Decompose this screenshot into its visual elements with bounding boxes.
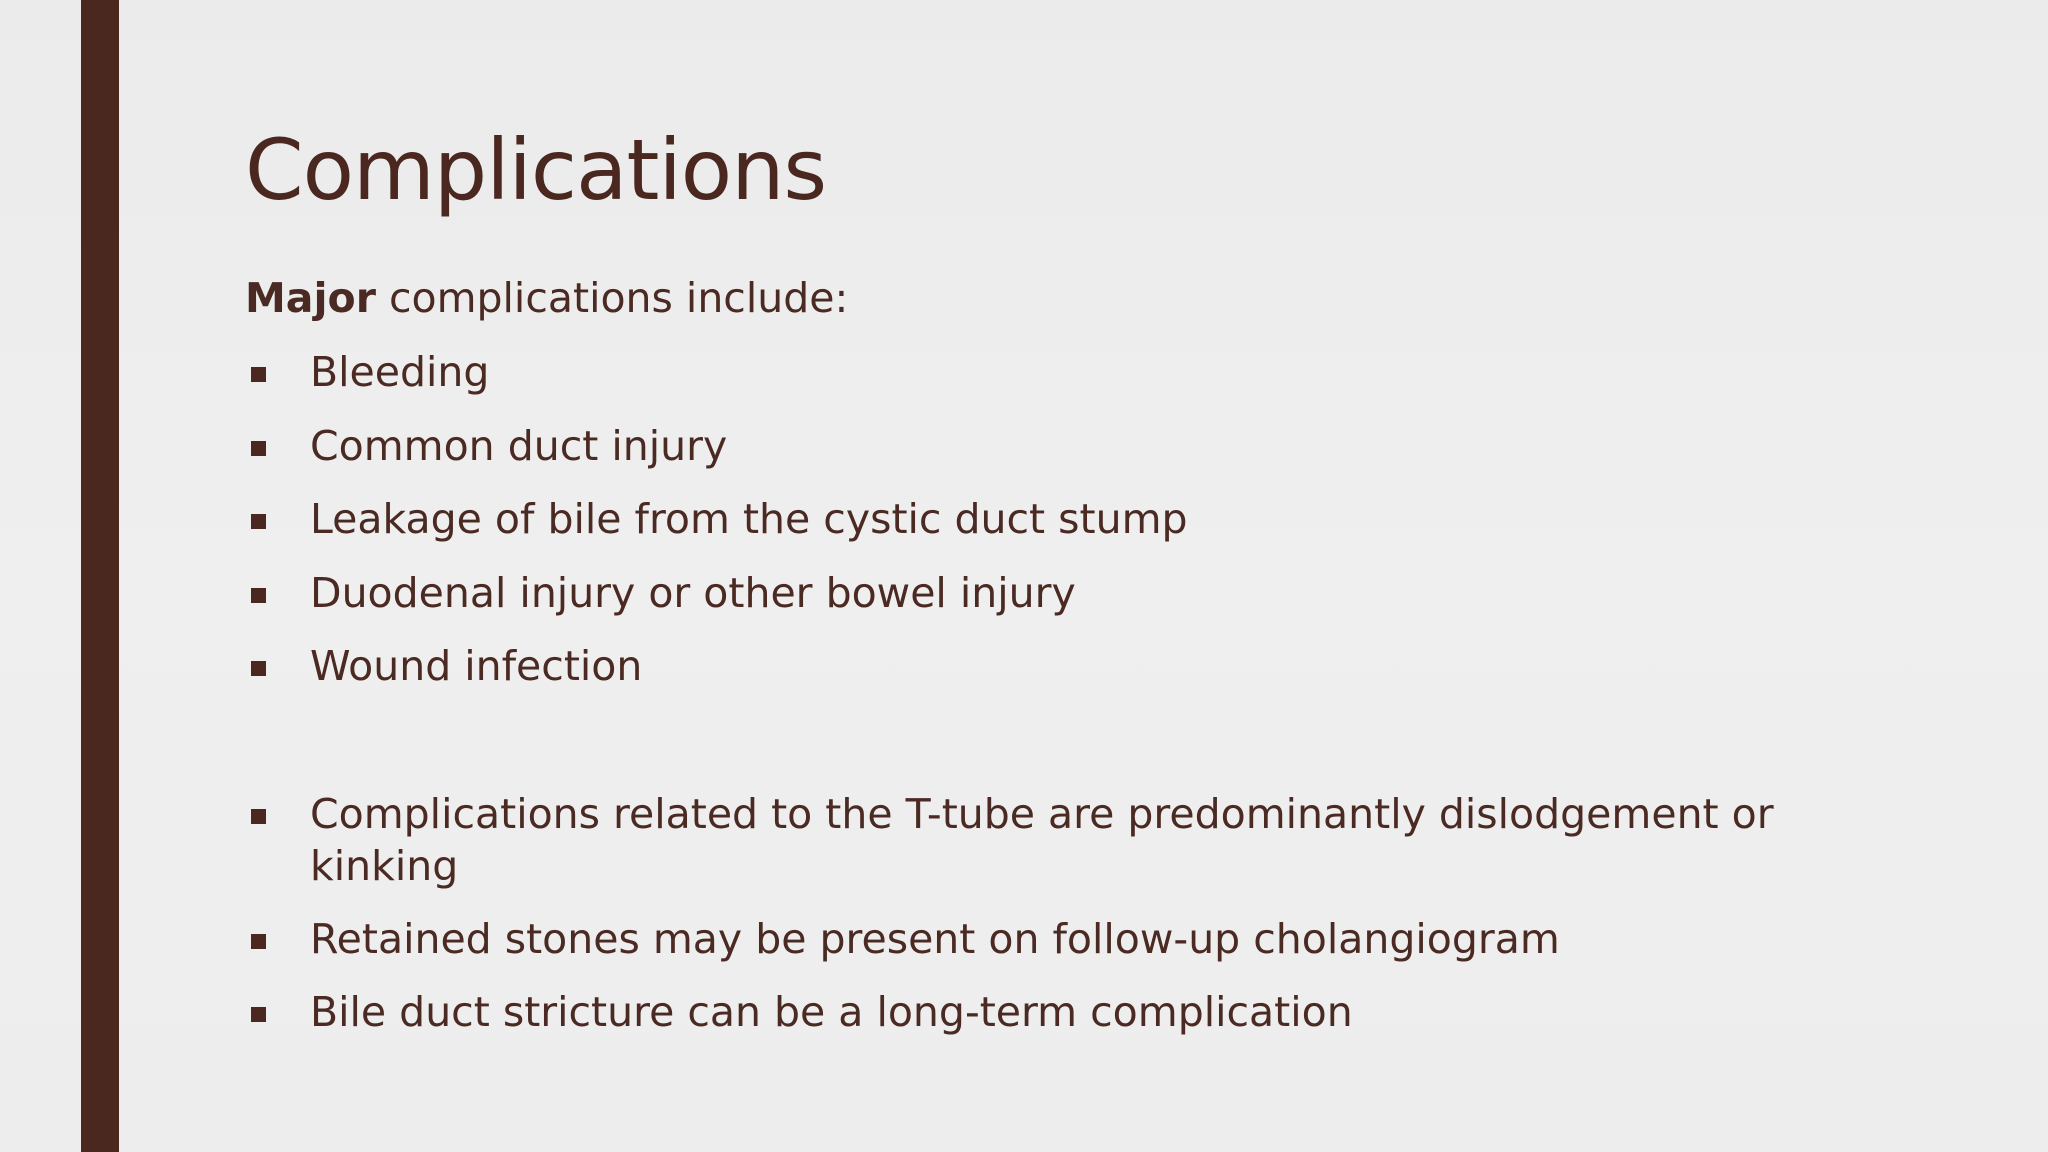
list-item-text: Retained stones may be present on follow-up cholangiogram: [310, 915, 1560, 963]
list-item-text: Leakage of bile from the cystic duct stump: [310, 495, 1188, 543]
intro-bold: Major: [245, 274, 376, 322]
square-bullet-icon: [251, 367, 266, 382]
slide-title: Complications: [245, 121, 827, 219]
square-bullet-icon: [251, 514, 266, 529]
list-item: [245, 493, 1775, 545]
list-item-text: Wound infection: [310, 642, 643, 690]
square-bullet-icon: [251, 1007, 266, 1022]
square-bullet-icon: [251, 809, 266, 824]
list-item-text: Bile duct stricture can be a long-term complication: [310, 988, 1353, 1036]
list-item-text: Common duct injury: [310, 421, 728, 470]
square-bullet-icon: [251, 661, 266, 676]
list-item: [245, 986, 1775, 1038]
major-complications-list: [245, 346, 1775, 714]
square-bullet-icon: [251, 441, 266, 456]
intro-rest: complications include:: [375, 274, 849, 322]
list-item-text: Duodenal injury or other bowel injury: [310, 568, 1076, 617]
list-item: [245, 788, 1775, 892]
list-item-text: Bleeding: [310, 348, 490, 396]
square-bullet-icon: [251, 588, 266, 603]
list-item: [245, 420, 1775, 472]
list-item: [245, 640, 1775, 692]
list-item-text: Complications related to the T-tube are predominantly dislodgement or kinking: [310, 790, 1774, 890]
list-item: [245, 346, 1775, 398]
accent-bar: [81, 0, 119, 1152]
intro-text: [245, 272, 848, 324]
other-complications-list: [245, 788, 1775, 1059]
square-bullet-icon: [251, 934, 266, 949]
list-item: [245, 567, 1775, 619]
list-item: [245, 913, 1775, 965]
